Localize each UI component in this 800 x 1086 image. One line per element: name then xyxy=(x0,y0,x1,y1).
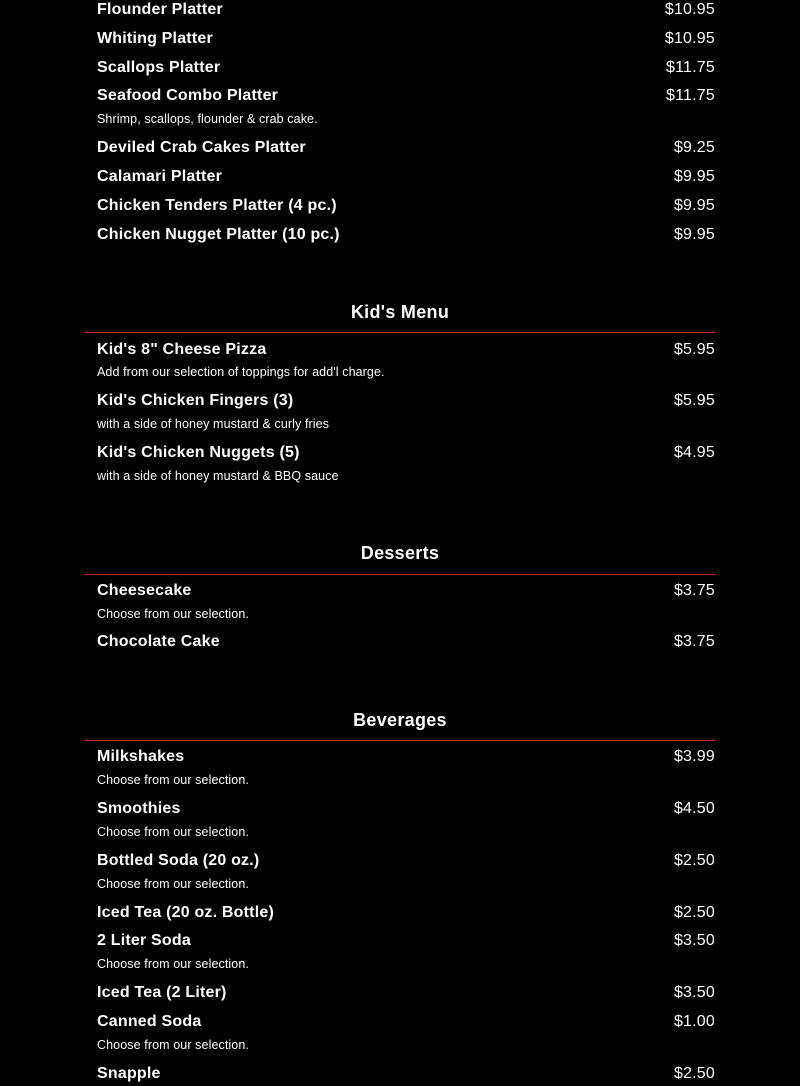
item-price: $3.75 xyxy=(673,582,715,599)
item-price: $2.50 xyxy=(673,1065,715,1082)
item-price: $9.95 xyxy=(673,197,715,214)
item-price: $11.75 xyxy=(666,87,715,104)
item-price: $9.95 xyxy=(673,168,715,185)
item-price: $10.95 xyxy=(664,1,715,18)
item-description: Choose from our selection. xyxy=(97,773,249,787)
item-name: Chicken Nugget Platter (10 pc.) xyxy=(97,226,340,243)
section-divider xyxy=(85,574,715,575)
item-name: Seafood Combo Platter xyxy=(97,87,279,104)
item-name: 2 Liter Soda xyxy=(97,932,191,949)
item-description: Shrimp, scallops, flounder & crab cake. xyxy=(97,112,318,126)
item-name: Milkshakes xyxy=(97,748,185,765)
item-name: Iced Tea (20 oz. Bottle) xyxy=(97,904,274,921)
section-title-kids: Kid's Menu xyxy=(350,302,450,322)
item-name: Kid's Chicken Nuggets (5) xyxy=(97,444,300,461)
item-name: Canned Soda xyxy=(97,1013,202,1030)
item-name: Chocolate Cake xyxy=(97,633,220,650)
item-price: $3.50 xyxy=(673,932,715,949)
item-price: $5.95 xyxy=(673,392,715,409)
item-price: $4.50 xyxy=(673,800,715,817)
item-price: $1.00 xyxy=(673,1013,715,1030)
item-name: Iced Tea (2 Liter) xyxy=(97,984,227,1001)
item-price: $10.95 xyxy=(664,30,715,47)
item-name: Smoothies xyxy=(97,800,181,817)
item-name: Scallops Platter xyxy=(97,59,221,76)
item-price: $2.50 xyxy=(673,904,715,921)
item-name: Snapple xyxy=(97,1065,161,1082)
item-name: Bottled Soda (20 oz.) xyxy=(97,852,260,869)
item-price: $3.75 xyxy=(673,633,715,650)
item-name: Deviled Crab Cakes Platter xyxy=(97,139,306,156)
item-name: Flounder Platter xyxy=(97,1,223,18)
item-price: $3.99 xyxy=(673,748,715,765)
section-divider xyxy=(85,332,715,333)
item-price: $5.95 xyxy=(673,341,715,358)
item-description: Choose from our selection. xyxy=(97,1038,249,1052)
item-price: $9.25 xyxy=(673,139,715,156)
item-name: Calamari Platter xyxy=(97,168,223,185)
item-price: $4.95 xyxy=(673,444,715,461)
item-description: Choose from our selection. xyxy=(97,607,249,621)
item-price: $9.95 xyxy=(673,226,715,243)
item-name: Whiting Platter xyxy=(97,30,213,47)
item-name: Kid's 8" Cheese Pizza xyxy=(97,341,267,358)
item-description: Choose from our selection. xyxy=(97,825,249,839)
section-title-desserts: Desserts xyxy=(360,543,440,563)
section-title-beverages: Beverages xyxy=(353,710,447,730)
item-price: $11.75 xyxy=(666,59,715,76)
item-description: Choose from our selection. xyxy=(97,957,249,971)
item-name: Kid's Chicken Fingers (3) xyxy=(97,392,294,409)
item-description: with a side of honey mustard & curly fries xyxy=(97,417,330,431)
item-name: Chicken Tenders Platter (4 pc.) xyxy=(97,197,337,214)
item-price: $2.50 xyxy=(673,852,715,869)
item-description: with a side of honey mustard & BBQ sauce xyxy=(97,469,339,483)
item-description: Choose from our selection. xyxy=(97,877,249,891)
item-name: Cheesecake xyxy=(97,582,192,599)
item-description: Add from our selection of toppings for add'l charge. xyxy=(97,365,385,379)
item-price: $3.50 xyxy=(673,984,715,1001)
section-divider xyxy=(85,740,715,741)
